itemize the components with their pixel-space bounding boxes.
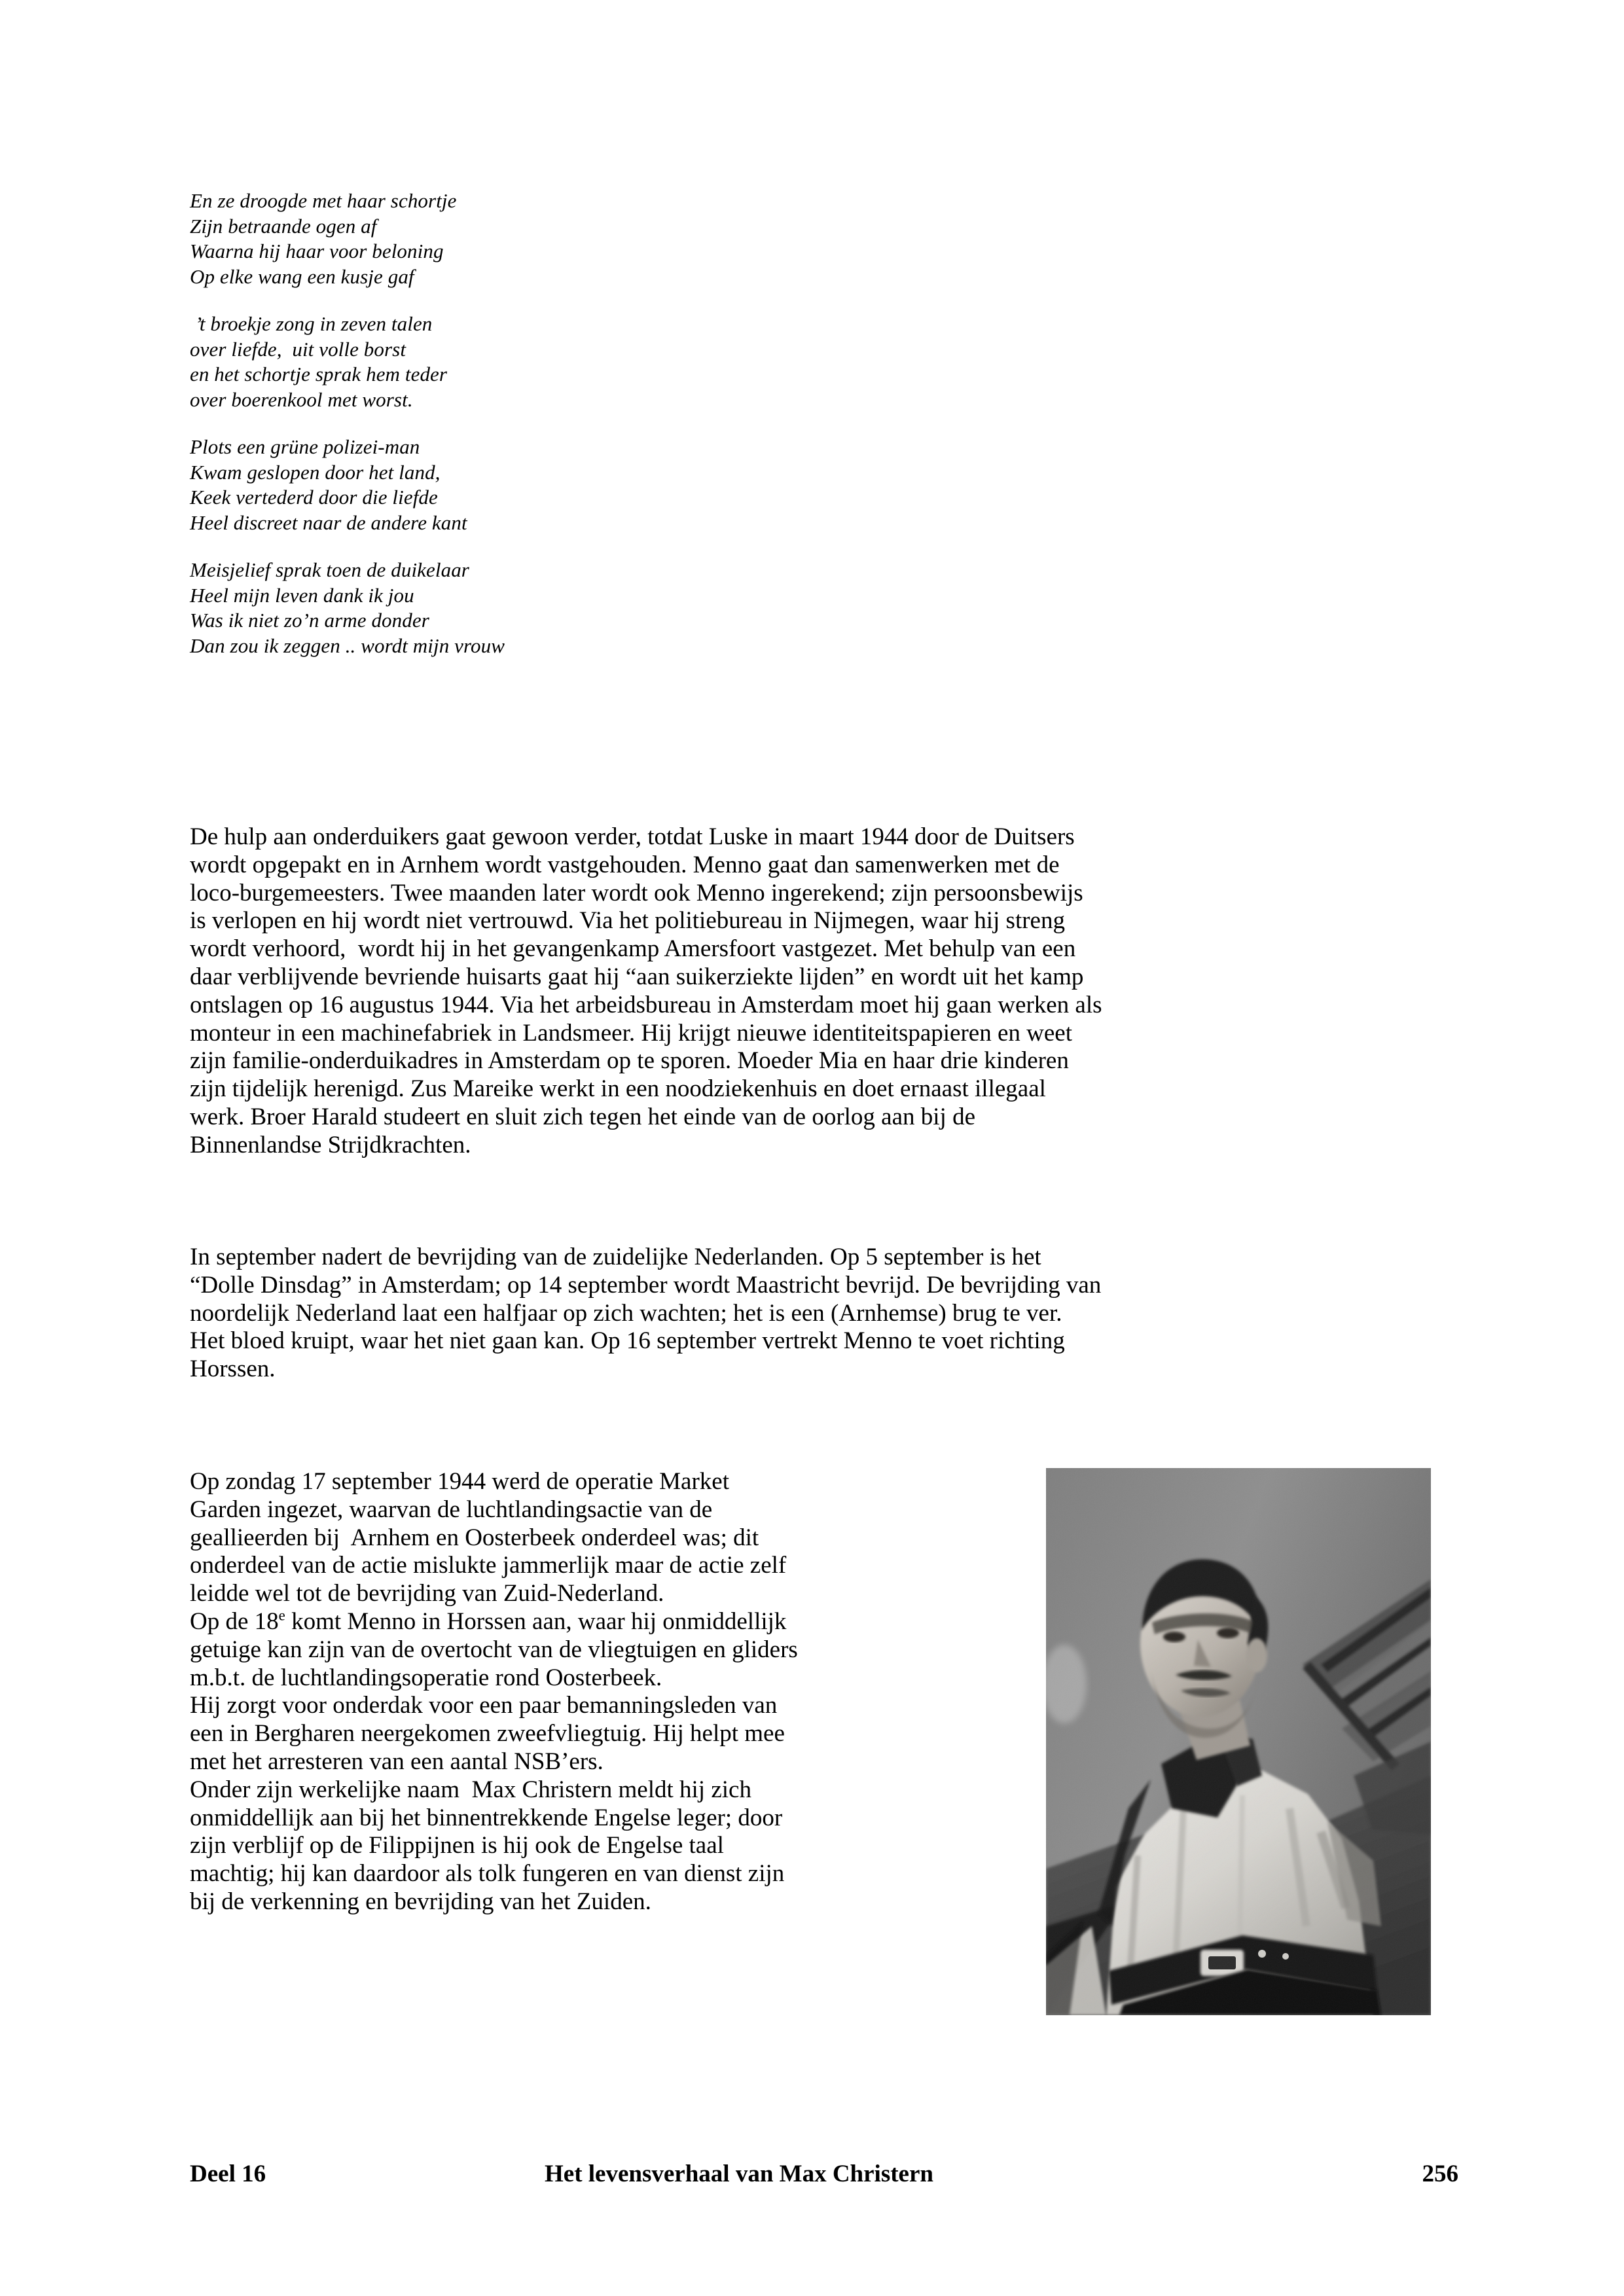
photo-illustration [1046, 1468, 1431, 2015]
page-footer [190, 2160, 1458, 2188]
body-line: In september nadert de bevrijding van de zuidelijke Nederlanden. Op 5 september is het [190, 1244, 1041, 1270]
portrait-photo-young-man [1046, 1468, 1431, 2015]
body-line: werk. Broer Harald studeert en sluit zich tegen het einde van de oorlog aan bij de [190, 1103, 976, 1130]
body-line: is verlopen en hij wordt niet vertrouwd. Via het politiebureau in Nijmegen, waar hij streng [190, 907, 1065, 935]
poem-stanza-2 [190, 312, 910, 412]
poem-block [190, 188, 910, 658]
poem-line: Meisjelief sprak toen de duikelaar [190, 558, 469, 581]
footer-part-label: Deel 16 [190, 2161, 266, 2187]
poem-line: over liefde, uit volle borst [190, 337, 406, 361]
footer-page-number: 256 [1422, 2161, 1458, 2187]
poem-stanza-3 [190, 435, 910, 535]
body-line: m.b.t. de luchtlandingsoperatie rond Oosterbeek. [190, 1664, 662, 1691]
poem-line: Zijn betraande ogen af [190, 214, 377, 238]
poem-line: en het schortje sprak hem teder [190, 363, 448, 386]
body-line: onmiddellijk aan bij het binnentrekkende Engelse leger; door [190, 1804, 783, 1831]
body-paragraph-onderdak [190, 1692, 1015, 1776]
body-line: Op zondag 17 september 1944 werd de operatie Market [190, 1468, 729, 1495]
body-line: De hulp aan onderduikers gaat gewoon verder, totdat Luske in maart 1944 door de Duitsers [190, 823, 1075, 850]
body-line: wordt verhoord, wordt hij in het gevangenkamp Amersfoort vastgezet. Met behulp van een [190, 935, 1076, 963]
body-line: zijn familie-onderduikadres in Amsterdam op te sporen. Moeder Mia en haar drie kinderen [190, 1047, 1069, 1075]
body-line: Het bloed kruipt, waar het niet gaan kan. Op 16 september vertrekt Menno te voet richting [190, 1327, 1065, 1355]
body-narrow-column [190, 1468, 1015, 1916]
body-line: Hij zorgt voor onderdak voor een paar bemanningsleden van [190, 1692, 778, 1719]
body-paragraph-max-christern [190, 1776, 1015, 1916]
poem-stanza-4 [190, 558, 910, 658]
body-line: Garden ingezet, waarvan de luchtlandingsactie van de [190, 1496, 713, 1523]
body-line: getuige kan zijn van de overtocht van de vliegtuigen en gliders [190, 1636, 798, 1663]
body-line: wordt opgepakt en in Arnhem wordt vastgehouden. Menno gaat dan samenwerken met de [190, 851, 1060, 878]
body-line: Op de 18e komt Menno in Horssen aan, waar hij onmiddellijk [190, 1607, 787, 1635]
poem-line: Waarna hij haar voor beloning [190, 240, 444, 262]
body-line: leidde wel tot de bevrijding van Zuid-Nederland. [190, 1580, 664, 1607]
body-line: daar verblijvende bevriende huisarts gaat hij “aan suikerziekte lijden” en wordt uit het kamp [190, 963, 1084, 990]
poem-line: Op elke wang een kusje gaf [190, 264, 414, 288]
body-line: monteur in een machinefabriek in Landsmeer. Hij krijgt nieuwe identiteitspapieren en weet [190, 1019, 1072, 1047]
body-line: ontslagen op 16 augustus 1944. Via het arbeidsbureau in Amsterdam moet hij gaan werken als [190, 991, 1102, 1018]
poem-line: Heel discreet naar de andere kant [190, 511, 467, 534]
body-line: noordelijk Nederland laat een halfjaar op zich wachten; het is een (Arnhemse) brug te ver. [190, 1299, 1062, 1327]
body-line: loco-burgemeesters. Twee maanden later wordt ook Menno ingerekend; zijn persoonsbewijs [190, 879, 1083, 906]
poem-line: Heel mijn leven dank ik jou [190, 583, 414, 607]
poem-line: Kwam geslopen door het land, [190, 460, 441, 484]
body-paragraph-achttiende [190, 1608, 1015, 1692]
body-paragraph-bevrijding [190, 1244, 1458, 1384]
body-paragraph-onderduikers [190, 823, 1458, 1160]
body-paragraph-market-garden [190, 1468, 1015, 1608]
poem-line: ’t broekje zong in zeven talen [190, 312, 433, 335]
body-line: onderdeel van de actie mislukte jammerlijk maar de actie zelf [190, 1552, 787, 1579]
body-line: zijn verblijf op de Filippijnen is hij ook de Engelse taal [190, 1832, 724, 1859]
poem-line: Keek vertederd door die liefde [190, 486, 438, 509]
body-line: met het arresteren van een aantal NSB’ers. [190, 1748, 604, 1775]
body-line: geallieerden bij Arnhem en Oosterbeek onderdeel was; dit [190, 1524, 759, 1551]
body-line: Binnenlandse Strijdkrachten. [190, 1131, 471, 1158]
poem-line: En ze droogde met haar schortje [190, 189, 457, 212]
body-line: Horssen. [190, 1355, 276, 1383]
poem-line: Dan zou ik zeggen .. wordt mijn vrouw [190, 634, 505, 657]
body-line: Onder zijn werkelijke naam Max Christern meldt hij zich [190, 1776, 751, 1803]
poem-line: Plots een grüne polizei-man [190, 435, 420, 458]
poem-stanza-1 [190, 188, 910, 289]
body-line: bij de verkenning en bevrijding van het Zuiden. [190, 1888, 651, 1915]
poem-line: Was ik niet zo’n arme donder [190, 609, 429, 632]
body-line: “Dolle Dinsdag” in Amsterdam; op 14 september wordt Maastricht bevrijd. De bevrijding van [190, 1271, 1102, 1299]
footer-book-title: Het levensverhaal van Max Christern [545, 2161, 933, 2187]
body-line: zijn tijdelijk herenigd. Zus Mareike werkt in een noodziekenhuis en doet ernaast illegaal [190, 1075, 1046, 1103]
body-line: een in Bergharen neergekomen zweefvliegtuig. Hij helpt mee [190, 1720, 785, 1748]
poem-line: over boerenkool met worst. [190, 387, 413, 411]
body-line: machtig; hij kan daardoor als tolk fungeren en van dienst zijn [190, 1860, 785, 1888]
